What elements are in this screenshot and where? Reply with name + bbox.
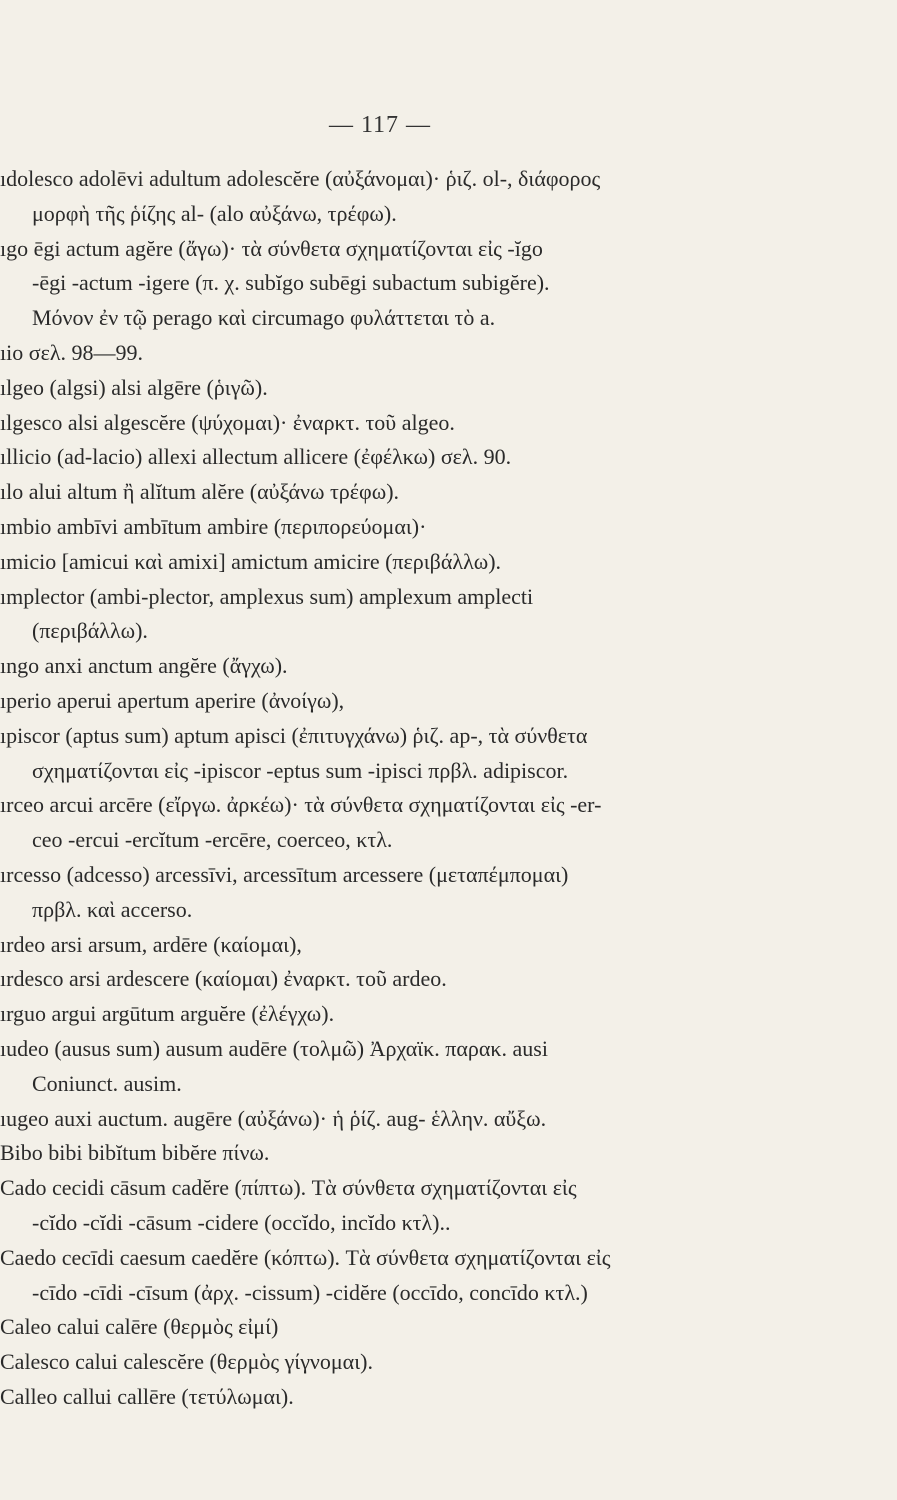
entry-line: Calesco calui calescĕre (θερμὸς γίγνομαι). — [0, 1349, 373, 1375]
entry-line: Cado cecidi cāsum cadĕre (πίπτω). Τὰ σύνθετα σχηματίζονται εἰς — [0, 1175, 577, 1201]
entry-line: ılo alui altum ἢ alĭtum alĕre (αὐξάνω τρέφω). — [0, 479, 400, 505]
entry-line: ıgo ēgi actum agĕre (ἄγω)· τὰ σύνθετα σχηματίζονται εἰς -ĭgo — [0, 235, 543, 261]
entry-continuation-line: Coniunct. ausim. — [32, 1070, 182, 1096]
entry-line: ıudeo (ausus sum) ausum audēre (τολμῶ) Ἀρχαϊκ. παρακ. ausi — [0, 1035, 548, 1061]
entry-continuation-line: -ēgi -actum -igere (π. χ. subĭgo subēgi subactum subigĕre). — [32, 270, 550, 296]
page-number: — 117 — — [328, 112, 432, 138]
entry-line: ırdesco arsi ardescere (καίομαι) ἐναρκτ. τοῦ ardeo. — [0, 966, 447, 992]
entry-continuation-line: σχηματίζονται εἰς -ipiscor -eptus sum -ipisci πρβλ. adipiscor. — [32, 757, 569, 783]
entry-line: ılgeo (algsi) alsi algēre (ῥιγῶ). — [0, 374, 268, 400]
entry-line: ımplector (ambi-plector, amplexus sum) amplexum amplecti — [0, 583, 534, 609]
entry-line: ımicio [amicui καὶ amixi] amictum amicire (περιβάλλω). — [0, 548, 502, 574]
entry-line: ırdeo arsi arsum, ardēre (καίομαι), — [0, 931, 302, 957]
entry-line: ıio σελ. 98—99. — [0, 339, 143, 365]
entry-line: ıugeo auxi auctum. augēre (αὐξάνω)· ἡ ῥίζ. aug- ἑλλην. αὔξω. — [0, 1105, 547, 1131]
entry-line: ıdolesco adolēvi adultum adolescĕre (αὐξάνομαι)· ῥιζ. ol-, διάφορος — [0, 166, 601, 191]
entry-line: Caleo calui calēre (θερμὸς εἰμί) — [0, 1314, 279, 1340]
entry-line: ırguo argui argūtum arguĕre (ἐλέγχω). — [0, 1001, 335, 1027]
entry-continuation-line: -cīdo -cīdi -cīsum (ἀρχ. -cissum) -cidĕre (occīdo, concīdo κτλ.) — [32, 1279, 588, 1305]
entry-line: ıllicio (ad-lacio) allexi allectum allicere (ἐφέλκω) σελ. 90. — [0, 444, 512, 470]
entry-continuation-line: πρβλ. καὶ accerso. — [32, 896, 193, 922]
entry-line: ıpiscor (aptus sum) aptum apisci (ἐπιτυγχάνω) ῥιζ. ap-, τὰ σύνθετα — [0, 722, 588, 748]
entry-line: Calleo callui callēre (τετύλωμαι). — [0, 1383, 294, 1409]
entry-line: Caedo cecīdi caesum caedĕre (κόπτω). Τὰ σύνθετα σχηματίζονται εἰς — [0, 1244, 611, 1270]
entry-continuation-line: -cĭdo -cĭdi -cāsum -cidere (occĭdo, incĭdo κτλ).. — [32, 1209, 451, 1235]
entry-line: Bibo bibi bibĭtum bibĕre πίνω. — [0, 1140, 270, 1166]
entry-continuation-line: Μόνον ἐν τῷ perago καὶ circumago φυλάττεται τὸ a. — [32, 305, 496, 331]
entry-continuation-line: (περιβάλλω). — [32, 618, 148, 644]
entry-continuation-line: ceo -ercui -ercĭtum -ercēre, coerceo, κτλ. — [32, 827, 393, 853]
entry-line: ırceo arcui arcēre (εἴργω. ἀρκέω)· τὰ σύνθετα σχηματίζονται εἰς -er- — [0, 792, 602, 818]
entry-line: ırcesso (adcesso) arcessīvi, arcessītum arcessere (μεταπέμπομαι) — [0, 861, 569, 887]
entry-line: ılgesco alsi algescĕre (ψύχομαι)· ἐναρκτ. τοῦ algeo. — [0, 409, 455, 435]
dictionary-entries — [0, 162, 790, 1415]
entry-continuation-line: μορφὴ τῆς ῥίζης al- (alo αὐξάνω, τρέφω). — [32, 200, 397, 226]
entry-line: ımbio ambīvi ambītum ambire (περιπορεύομαι)· — [0, 513, 427, 539]
entry-line: ıperio aperui apertum aperire (ἀνοίγω), — [0, 687, 345, 713]
entry-line: ıngo anxi anctum angĕre (ἄγχω). — [0, 653, 288, 679]
